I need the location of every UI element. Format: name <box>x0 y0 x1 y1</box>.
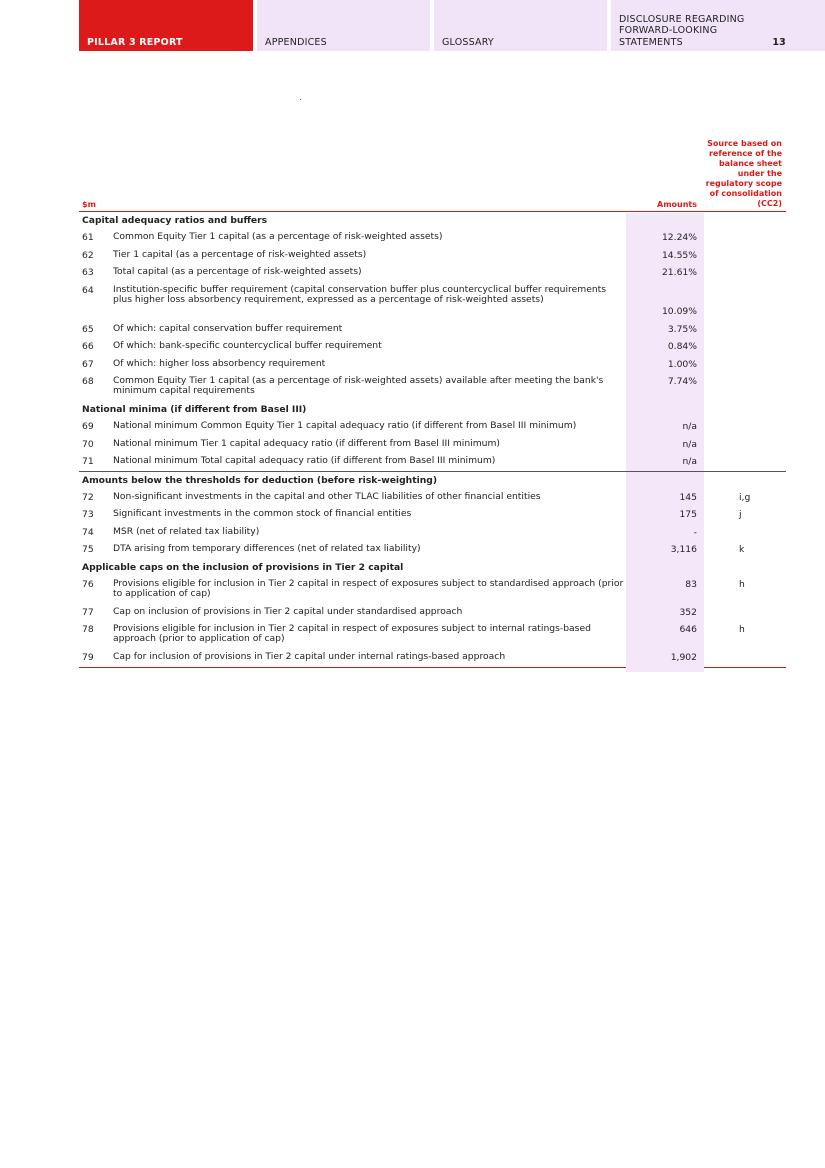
row-number: 66 <box>82 341 94 352</box>
tab-label: GLOSSARY <box>442 37 494 48</box>
table-row <box>79 604 786 622</box>
row-number: 79 <box>82 652 94 663</box>
table-row <box>79 524 786 542</box>
row-description: Cap on inclusion of provisions in Tier 2 capital under standardised approach <box>113 605 463 617</box>
row-number: 62 <box>82 249 94 261</box>
row-amount: 175 <box>679 509 697 520</box>
table-header <box>79 135 786 212</box>
row-source-ref: j <box>739 509 742 520</box>
table-row <box>79 264 786 282</box>
row-number: 72 <box>82 491 94 503</box>
row-number: 78 <box>82 624 94 635</box>
section-title: Capital adequacy ratios and buffers <box>82 215 268 226</box>
row-source-ref: k <box>739 544 745 555</box>
row-amount: n/a <box>682 421 697 432</box>
table-row <box>79 373 786 401</box>
row-description: Provisions eligible for inclusion in Tier 2 capital in respect of exposures subject to internal ratings-based approach (prior to application of cap) <box>113 623 591 645</box>
row-amount: 352 <box>679 606 697 618</box>
table-row <box>79 229 786 247</box>
row-amount: 3.75% <box>667 323 697 335</box>
table-row <box>79 321 786 339</box>
tab-label: PILLAR 3 REPORT <box>87 37 183 48</box>
row-amount: 1.00% <box>667 358 697 370</box>
row-source-ref: h <box>739 624 745 635</box>
row-number: 69 <box>82 421 94 432</box>
row-description: DTA arising from temporary differences (net of related tax liability) <box>113 543 421 554</box>
row-amount: 12.24% <box>661 232 697 243</box>
table-row <box>79 506 786 524</box>
row-description: Non-significant investments in the capital and other TLAC liabilities of other financial entities <box>113 490 541 502</box>
table-row <box>79 356 786 374</box>
row-number: 64 <box>82 284 94 296</box>
row-number: 65 <box>82 323 94 335</box>
row-description: MSR (net of related tax liability) <box>113 525 260 537</box>
tab-disclosure-forward-looking[interactable] <box>611 0 825 51</box>
row-number: 70 <box>82 438 94 450</box>
section-title: Applicable caps on the inclusion of provisions in Tier 2 capital <box>82 561 404 573</box>
table-row <box>79 282 786 321</box>
row-number: 71 <box>82 456 94 467</box>
row-description: Cap for inclusion of provisions in Tier 2 capital under internal ratings-based approach <box>113 651 506 662</box>
row-number: 77 <box>82 606 94 618</box>
row-amount: - <box>693 526 697 538</box>
row-number: 61 <box>82 232 94 243</box>
section-title: National minima (if different from Basel III) <box>82 404 307 415</box>
source-header: Source based on reference of the balance sheet under the regulatory scope of consolidation (CC2) <box>705 139 782 208</box>
table-row <box>79 436 786 454</box>
table-row <box>79 489 786 507</box>
top-navigation <box>79 0 825 51</box>
row-amount: 10.09% <box>661 305 697 317</box>
row-description: Of which: higher loss absorbency requirement <box>113 357 326 369</box>
row-number: 73 <box>82 509 94 520</box>
row-number: 63 <box>82 267 94 278</box>
amounts-header: Amounts <box>657 200 697 209</box>
row-description: Total capital (as a percentage of risk-weighted assets) <box>113 266 362 277</box>
page-number: 13 <box>772 37 786 48</box>
row-amount: 1,902 <box>670 652 697 663</box>
table-row <box>79 453 786 471</box>
row-amount: n/a <box>682 456 697 467</box>
row-description: Provisions eligible for inclusion in Tier 2 capital in respect of exposures subject to standardised approach (prior to application of cap) <box>113 577 624 599</box>
row-description: Tier 1 capital (as a percentage of risk-weighted assets) <box>113 248 367 260</box>
row-source-ref: h <box>739 578 745 590</box>
tab-label: APPENDICES <box>265 37 327 48</box>
row-number: 67 <box>82 358 94 370</box>
row-description: Common Equity Tier 1 capital (as a percentage of risk-weighted assets) available after meeting the bank's minimum capital requirements <box>113 375 604 397</box>
table-row <box>79 576 786 604</box>
table-row <box>79 247 786 265</box>
tab-label: DISCLOSURE REGARDING FORWARD-LOOKING STATEMENTS <box>619 13 745 48</box>
section-title: Amounts below the thresholds for deduction (before risk-weighting) <box>79 471 786 489</box>
row-amount: 646 <box>679 624 697 635</box>
table-row <box>79 649 786 667</box>
table-row <box>79 621 786 649</box>
table-row <box>79 541 786 559</box>
tab-appendices[interactable] <box>257 0 430 51</box>
row-number: 75 <box>82 544 94 555</box>
tab-glossary[interactable] <box>434 0 607 51</box>
row-description: National minimum Tier 1 capital adequacy ratio (if different from Basel III minimum) <box>113 437 501 449</box>
capital-table <box>79 135 786 668</box>
row-amount: 145 <box>679 491 697 503</box>
row-amount: 14.55% <box>661 249 697 261</box>
row-amount: 7.74% <box>667 376 697 387</box>
row-amount: n/a <box>682 438 697 450</box>
row-source-ref: i,g <box>739 491 751 503</box>
row-description: National minimum Total capital adequacy ratio (if different from Basel III minimum) <box>113 455 496 466</box>
row-description: National minimum Common Equity Tier 1 capital adequacy ratio (if different from Basel III minimum) <box>113 420 577 431</box>
row-description: Of which: bank-specific countercyclical buffer requirement <box>113 340 382 351</box>
row-description: Common Equity Tier 1 capital (as a percentage of risk-weighted assets) <box>113 231 443 242</box>
row-amount: 83 <box>685 578 697 590</box>
table-row <box>79 338 786 356</box>
row-description: Institution-specific buffer requirement (capital conservation buffer plus countercyclical buffer requirements plus higher loss absorbency requirement, expressed as a percentage of risk-weighted assets) <box>113 283 607 305</box>
row-number: 68 <box>82 376 94 387</box>
row-description: Significant investments in the common stock of financial entities <box>113 508 412 519</box>
table-row <box>79 418 786 436</box>
stray-dot <box>300 99 301 100</box>
row-number: 74 <box>82 526 94 538</box>
row-description: Of which: capital conservation buffer requirement <box>113 322 343 334</box>
row-number: 76 <box>82 578 94 590</box>
unit-label: $m <box>82 200 96 209</box>
row-amount: 21.61% <box>661 267 697 278</box>
tab-pillar-3-report[interactable] <box>79 0 253 51</box>
row-amount: 3,116 <box>670 544 697 555</box>
row-amount: 0.84% <box>667 341 697 352</box>
